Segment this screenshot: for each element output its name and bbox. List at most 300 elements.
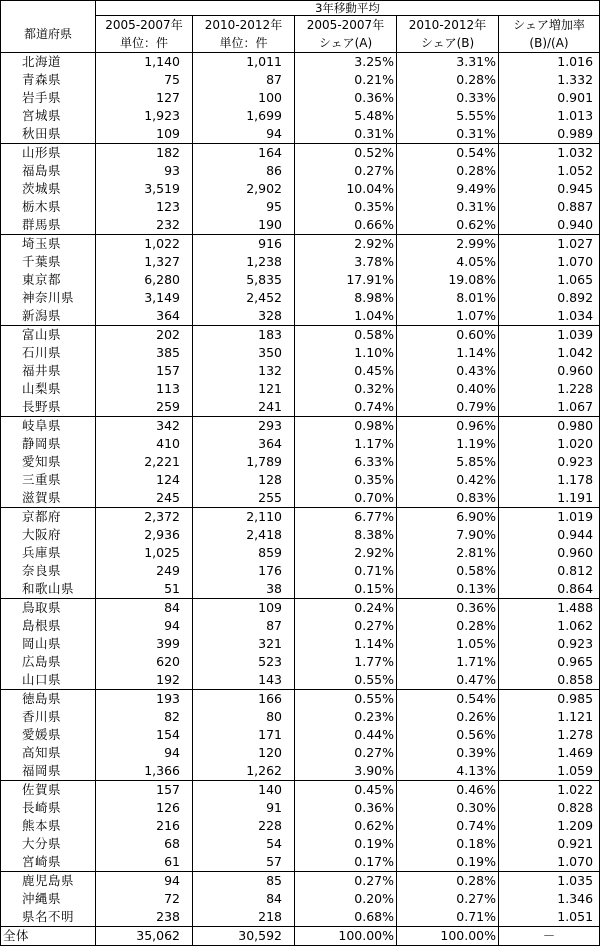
share-a: 0.55% (295, 690, 397, 709)
share-ratio: 1.228 (499, 380, 600, 398)
col2-period: 2010-2012年 (193, 16, 295, 35)
prefecture-name: 福島県 (1, 162, 96, 180)
count-2010-2012: 190 (193, 216, 295, 235)
count-2005-2007: 84 (96, 599, 193, 618)
count-2005-2007: 342 (96, 417, 193, 436)
table-row (1, 872, 600, 891)
count-2005-2007: 182 (96, 144, 193, 163)
prefecture-name: 千葉県 (1, 253, 96, 271)
prefecture-name: 島根県 (1, 617, 96, 635)
count-2005-2007: 61 (96, 853, 193, 872)
share-a: 8.98% (295, 289, 397, 307)
prefecture-name: 埼玉県 (1, 235, 96, 254)
count-2010-2012: 241 (193, 398, 295, 417)
count-2010-2012: 166 (193, 690, 295, 709)
col1-period: 2005-2007年 (96, 16, 193, 35)
share-b: 0.83% (397, 489, 499, 508)
count-2005-2007: 126 (96, 799, 193, 817)
share-ratio: 1.035 (499, 872, 600, 891)
share-b: 0.27% (397, 890, 499, 908)
count-2010-2012: 1,699 (193, 107, 295, 125)
share-a: 1.04% (295, 307, 397, 326)
share-ratio: 0.980 (499, 417, 600, 436)
count-2005-2007: 3,149 (96, 289, 193, 307)
count-2010-2012: 350 (193, 344, 295, 362)
count-2010-2012: 218 (193, 908, 295, 927)
count-2005-2007: 109 (96, 125, 193, 144)
count-2010-2012: 86 (193, 162, 295, 180)
table-row (1, 471, 600, 489)
count-2005-2007: 1,366 (96, 762, 193, 781)
count-2010-2012: 1,011 (193, 53, 295, 72)
share-b: 4.13% (397, 762, 499, 781)
share-b: 2.81% (397, 544, 499, 562)
count-2005-2007: 3,519 (96, 180, 193, 198)
table-row (1, 362, 600, 380)
share-a: 0.71% (295, 562, 397, 580)
prefecture-name: 和歌山県 (1, 580, 96, 599)
share-b: 19.08% (397, 271, 499, 289)
prefecture-name: 宮城県 (1, 107, 96, 125)
prefecture-name: 徳島県 (1, 690, 96, 709)
share-a: 0.35% (295, 198, 397, 216)
count-2005-2007: 364 (96, 307, 193, 326)
share-ratio: 0.812 (499, 562, 600, 580)
prefecture-name: 大分県 (1, 835, 96, 853)
share-a: 6.33% (295, 453, 397, 471)
share-ratio: 0.960 (499, 544, 600, 562)
prefecture-name: 滋賀県 (1, 489, 96, 508)
total-share-ratio: － (499, 927, 600, 946)
count-2010-2012: 1,262 (193, 762, 295, 781)
table-row (1, 635, 600, 653)
prefecture-name: 鳥取県 (1, 599, 96, 618)
prefecture-name: 県名不明 (1, 908, 96, 927)
col1-unit: 単位：件 (96, 34, 193, 53)
share-a: 3.25% (295, 53, 397, 72)
share-b: 1.05% (397, 635, 499, 653)
count-2010-2012: 2,418 (193, 526, 295, 544)
table-row (1, 307, 600, 326)
prefecture-name: 京都府 (1, 508, 96, 527)
prefecture-name: 香川県 (1, 708, 96, 726)
table-row (1, 489, 600, 508)
table-row (1, 526, 600, 544)
prefecture-name: 広島県 (1, 653, 96, 671)
table-body (1, 53, 600, 946)
share-b: 3.31% (397, 53, 499, 72)
table-row (1, 799, 600, 817)
share-ratio: 0.940 (499, 216, 600, 235)
table-row (1, 289, 600, 307)
share-ratio: 0.945 (499, 180, 600, 198)
share-a: 6.77% (295, 508, 397, 527)
share-b: 6.90% (397, 508, 499, 527)
share-b: 0.18% (397, 835, 499, 853)
share-b: 0.30% (397, 799, 499, 817)
share-ratio: 1.121 (499, 708, 600, 726)
count-2010-2012: 228 (193, 817, 295, 835)
share-a: 10.04% (295, 180, 397, 198)
share-a: 0.62% (295, 817, 397, 835)
col2-unit: 単位：件 (193, 34, 295, 53)
total-count-2010-2012: 30,592 (193, 927, 295, 946)
share-ratio: 1.039 (499, 326, 600, 345)
share-a: 5.48% (295, 107, 397, 125)
share-ratio: 1.278 (499, 726, 600, 744)
share-a: 0.20% (295, 890, 397, 908)
share-b: 0.74% (397, 817, 499, 835)
count-2005-2007: 232 (96, 216, 193, 235)
share-b: 0.71% (397, 908, 499, 927)
share-b: 0.54% (397, 690, 499, 709)
prefecture-name: 佐賀県 (1, 781, 96, 800)
table-row (1, 835, 600, 853)
table-row (1, 107, 600, 125)
count-2010-2012: 85 (193, 872, 295, 891)
share-a: 8.38% (295, 526, 397, 544)
table-row (1, 89, 600, 107)
count-2005-2007: 1,327 (96, 253, 193, 271)
count-2005-2007: 124 (96, 471, 193, 489)
prefecture-name: 茨城県 (1, 180, 96, 198)
count-2010-2012: 1,789 (193, 453, 295, 471)
table-row (1, 508, 600, 527)
share-a: 0.74% (295, 398, 397, 417)
count-2010-2012: 128 (193, 471, 295, 489)
header-corner (1, 1, 96, 16)
share-a: 0.55% (295, 671, 397, 690)
share-b: 9.49% (397, 180, 499, 198)
count-2010-2012: 140 (193, 781, 295, 800)
count-2010-2012: 109 (193, 599, 295, 618)
prefecture-name: 山形県 (1, 144, 96, 163)
share-a: 1.10% (295, 344, 397, 362)
share-b: 0.62% (397, 216, 499, 235)
count-2010-2012: 2,452 (193, 289, 295, 307)
table-row (1, 435, 600, 453)
prefecture-name: 鹿児島県 (1, 872, 96, 891)
count-2005-2007: 51 (96, 580, 193, 599)
table-row (1, 344, 600, 362)
prefecture-name: 秋田県 (1, 125, 96, 144)
count-2005-2007: 202 (96, 326, 193, 345)
table-row (1, 125, 600, 144)
count-2005-2007: 75 (96, 71, 193, 89)
count-2005-2007: 157 (96, 362, 193, 380)
share-a: 0.36% (295, 799, 397, 817)
count-2005-2007: 2,372 (96, 508, 193, 527)
prefecture-name: 福井県 (1, 362, 96, 380)
count-2005-2007: 127 (96, 89, 193, 107)
share-ratio: 1.027 (499, 235, 600, 254)
share-b: 0.79% (397, 398, 499, 417)
share-a: 17.91% (295, 271, 397, 289)
share-b: 5.85% (397, 453, 499, 471)
share-b: 4.05% (397, 253, 499, 271)
share-ratio: 0.892 (499, 289, 600, 307)
count-2005-2007: 620 (96, 653, 193, 671)
count-2005-2007: 154 (96, 726, 193, 744)
count-2005-2007: 1,923 (96, 107, 193, 125)
share-a: 0.15% (295, 580, 397, 599)
share-a: 0.52% (295, 144, 397, 163)
share-a: 0.45% (295, 781, 397, 800)
share-a: 0.68% (295, 908, 397, 927)
share-a: 0.66% (295, 216, 397, 235)
count-2010-2012: 87 (193, 617, 295, 635)
prefecture-name: 大阪府 (1, 526, 96, 544)
count-2005-2007: 94 (96, 872, 193, 891)
share-ratio: 1.070 (499, 853, 600, 872)
share-ratio: 0.923 (499, 635, 600, 653)
share-b: 1.19% (397, 435, 499, 453)
share-a: 0.44% (295, 726, 397, 744)
table-row (1, 162, 600, 180)
count-2010-2012: 94 (193, 125, 295, 144)
count-2005-2007: 72 (96, 890, 193, 908)
prefecture-name: 栃木県 (1, 198, 96, 216)
table-row (1, 853, 600, 872)
count-2010-2012: 38 (193, 580, 295, 599)
share-a: 0.27% (295, 162, 397, 180)
prefecture-name: 奈良県 (1, 562, 96, 580)
count-2005-2007: 94 (96, 744, 193, 762)
share-ratio: 0.921 (499, 835, 600, 853)
prefecture-name: 北海道 (1, 53, 96, 72)
prefecture-name: 沖縄県 (1, 890, 96, 908)
share-ratio: 0.887 (499, 198, 600, 216)
table-row (1, 908, 600, 927)
share-b: 0.39% (397, 744, 499, 762)
count-2010-2012: 183 (193, 326, 295, 345)
share-b: 1.71% (397, 653, 499, 671)
count-2010-2012: 95 (193, 198, 295, 216)
share-b: 0.28% (397, 162, 499, 180)
col3-share-label: シェア(A) (295, 34, 397, 53)
prefecture-name: 山梨県 (1, 380, 96, 398)
share-b: 8.01% (397, 289, 499, 307)
count-2005-2007: 193 (96, 690, 193, 709)
prefecture-name: 石川県 (1, 344, 96, 362)
share-a: 0.98% (295, 417, 397, 436)
share-a: 0.23% (295, 708, 397, 726)
count-2005-2007: 68 (96, 835, 193, 853)
prefecture-name: 愛知県 (1, 453, 96, 471)
count-2010-2012: 859 (193, 544, 295, 562)
table-row (1, 671, 600, 690)
share-b: 0.31% (397, 125, 499, 144)
share-ratio: 0.985 (499, 690, 600, 709)
share-b: 5.55% (397, 107, 499, 125)
table-row (1, 708, 600, 726)
table-row (1, 71, 600, 89)
prefecture-name: 三重県 (1, 471, 96, 489)
share-b: 0.28% (397, 617, 499, 635)
prefecture-name: 静岡県 (1, 435, 96, 453)
count-2005-2007: 410 (96, 435, 193, 453)
count-2005-2007: 93 (96, 162, 193, 180)
table-row (1, 562, 600, 580)
share-ratio: 1.059 (499, 762, 600, 781)
share-ratio: 1.178 (499, 471, 600, 489)
table-row (1, 216, 600, 235)
prefecture-name: 岐阜県 (1, 417, 96, 436)
table-row (1, 398, 600, 417)
count-2010-2012: 120 (193, 744, 295, 762)
share-ratio: 1.346 (499, 890, 600, 908)
count-2005-2007: 113 (96, 380, 193, 398)
share-b: 0.46% (397, 781, 499, 800)
share-ratio: 1.034 (499, 307, 600, 326)
table-row (1, 744, 600, 762)
share-a: 0.45% (295, 362, 397, 380)
count-2010-2012: 91 (193, 799, 295, 817)
share-b: 0.26% (397, 708, 499, 726)
count-2005-2007: 6,280 (96, 271, 193, 289)
count-2005-2007: 2,221 (96, 453, 193, 471)
prefecture-name: 新潟県 (1, 307, 96, 326)
table-row (1, 580, 600, 599)
prefecture-name: 山口県 (1, 671, 96, 690)
share-a: 3.90% (295, 762, 397, 781)
share-ratio: 1.052 (499, 162, 600, 180)
prefecture-name: 岡山県 (1, 635, 96, 653)
prefecture-name: 宮崎県 (1, 853, 96, 872)
share-b: 0.28% (397, 872, 499, 891)
share-b: 0.13% (397, 580, 499, 599)
share-ratio: 1.070 (499, 253, 600, 271)
table-row (1, 690, 600, 709)
prefecture-name: 青森県 (1, 71, 96, 89)
share-ratio: 0.858 (499, 671, 600, 690)
share-a: 0.31% (295, 125, 397, 144)
col4-share-label: シェア(B) (397, 34, 499, 53)
share-a: 0.17% (295, 853, 397, 872)
share-ratio: 1.469 (499, 744, 600, 762)
share-ratio: 1.488 (499, 599, 600, 618)
count-2010-2012: 84 (193, 890, 295, 908)
table-row (1, 326, 600, 345)
share-ratio: 0.923 (499, 453, 600, 471)
prefecture-name: 東京都 (1, 271, 96, 289)
count-2010-2012: 5,835 (193, 271, 295, 289)
share-a: 0.27% (295, 744, 397, 762)
table-row (1, 271, 600, 289)
share-a: 0.70% (295, 489, 397, 508)
table-row (1, 762, 600, 781)
prefecture-name: 高知県 (1, 744, 96, 762)
count-2005-2007: 1,025 (96, 544, 193, 562)
count-2005-2007: 399 (96, 635, 193, 653)
share-b: 7.90% (397, 526, 499, 544)
share-ratio: 0.901 (499, 89, 600, 107)
share-b: 0.33% (397, 89, 499, 107)
share-b: 0.28% (397, 71, 499, 89)
share-ratio: 1.051 (499, 908, 600, 927)
share-ratio: 1.191 (499, 489, 600, 508)
table-row (1, 180, 600, 198)
count-2005-2007: 245 (96, 489, 193, 508)
share-a: 2.92% (295, 544, 397, 562)
share-b: 0.96% (397, 417, 499, 436)
table-row (1, 380, 600, 398)
share-a: 1.17% (295, 435, 397, 453)
count-2005-2007: 216 (96, 817, 193, 835)
prefecture-name: 岩手県 (1, 89, 96, 107)
table-row (1, 198, 600, 216)
count-2010-2012: 255 (193, 489, 295, 508)
count-2010-2012: 132 (193, 362, 295, 380)
count-2010-2012: 328 (193, 307, 295, 326)
table-row (1, 890, 600, 908)
count-2005-2007: 1,140 (96, 53, 193, 72)
share-b: 0.47% (397, 671, 499, 690)
share-ratio: 0.989 (499, 125, 600, 144)
share-ratio: 1.332 (499, 71, 600, 89)
total-row (1, 927, 600, 946)
share-ratio: 0.944 (499, 526, 600, 544)
count-2005-2007: 259 (96, 398, 193, 417)
col3-period: 2005-2007年 (295, 16, 397, 35)
share-a: 1.14% (295, 635, 397, 653)
share-a: 0.27% (295, 617, 397, 635)
prefecture-name: 愛媛県 (1, 726, 96, 744)
share-b: 0.54% (397, 144, 499, 163)
share-ratio: 1.042 (499, 344, 600, 362)
count-2005-2007: 94 (96, 617, 193, 635)
table-row (1, 144, 600, 163)
count-2010-2012: 171 (193, 726, 295, 744)
table-row (1, 817, 600, 835)
table-row (1, 453, 600, 471)
table-row (1, 617, 600, 635)
count-2010-2012: 1,238 (193, 253, 295, 271)
count-2005-2007: 249 (96, 562, 193, 580)
table-row (1, 53, 600, 72)
count-2005-2007: 82 (96, 708, 193, 726)
total-share-b: 100.00% (397, 927, 499, 946)
share-b: 0.19% (397, 853, 499, 872)
prefecture-name: 長野県 (1, 398, 96, 417)
prefecture-column-header: 都道府県 (1, 16, 96, 53)
share-a: 1.77% (295, 653, 397, 671)
count-2005-2007: 192 (96, 671, 193, 690)
count-2010-2012: 293 (193, 417, 295, 436)
table-row (1, 781, 600, 800)
share-b: 2.99% (397, 235, 499, 254)
count-2010-2012: 2,110 (193, 508, 295, 527)
total-prefecture-name: 全体 (1, 927, 96, 946)
count-2005-2007: 2,936 (96, 526, 193, 544)
total-count-2005-2007: 35,062 (96, 927, 193, 946)
share-ratio: 0.828 (499, 799, 600, 817)
table-row (1, 253, 600, 271)
count-2010-2012: 143 (193, 671, 295, 690)
count-2010-2012: 176 (193, 562, 295, 580)
share-a: 0.27% (295, 872, 397, 891)
col5-formula: (B)/(A) (499, 34, 600, 53)
share-ratio: 1.020 (499, 435, 600, 453)
count-2005-2007: 238 (96, 908, 193, 927)
table-header (1, 1, 600, 53)
table-row (1, 726, 600, 744)
count-2010-2012: 121 (193, 380, 295, 398)
count-2010-2012: 164 (193, 144, 295, 163)
col4-period: 2010-2012年 (397, 16, 499, 35)
table-row (1, 653, 600, 671)
prefecture-name: 福岡県 (1, 762, 96, 781)
